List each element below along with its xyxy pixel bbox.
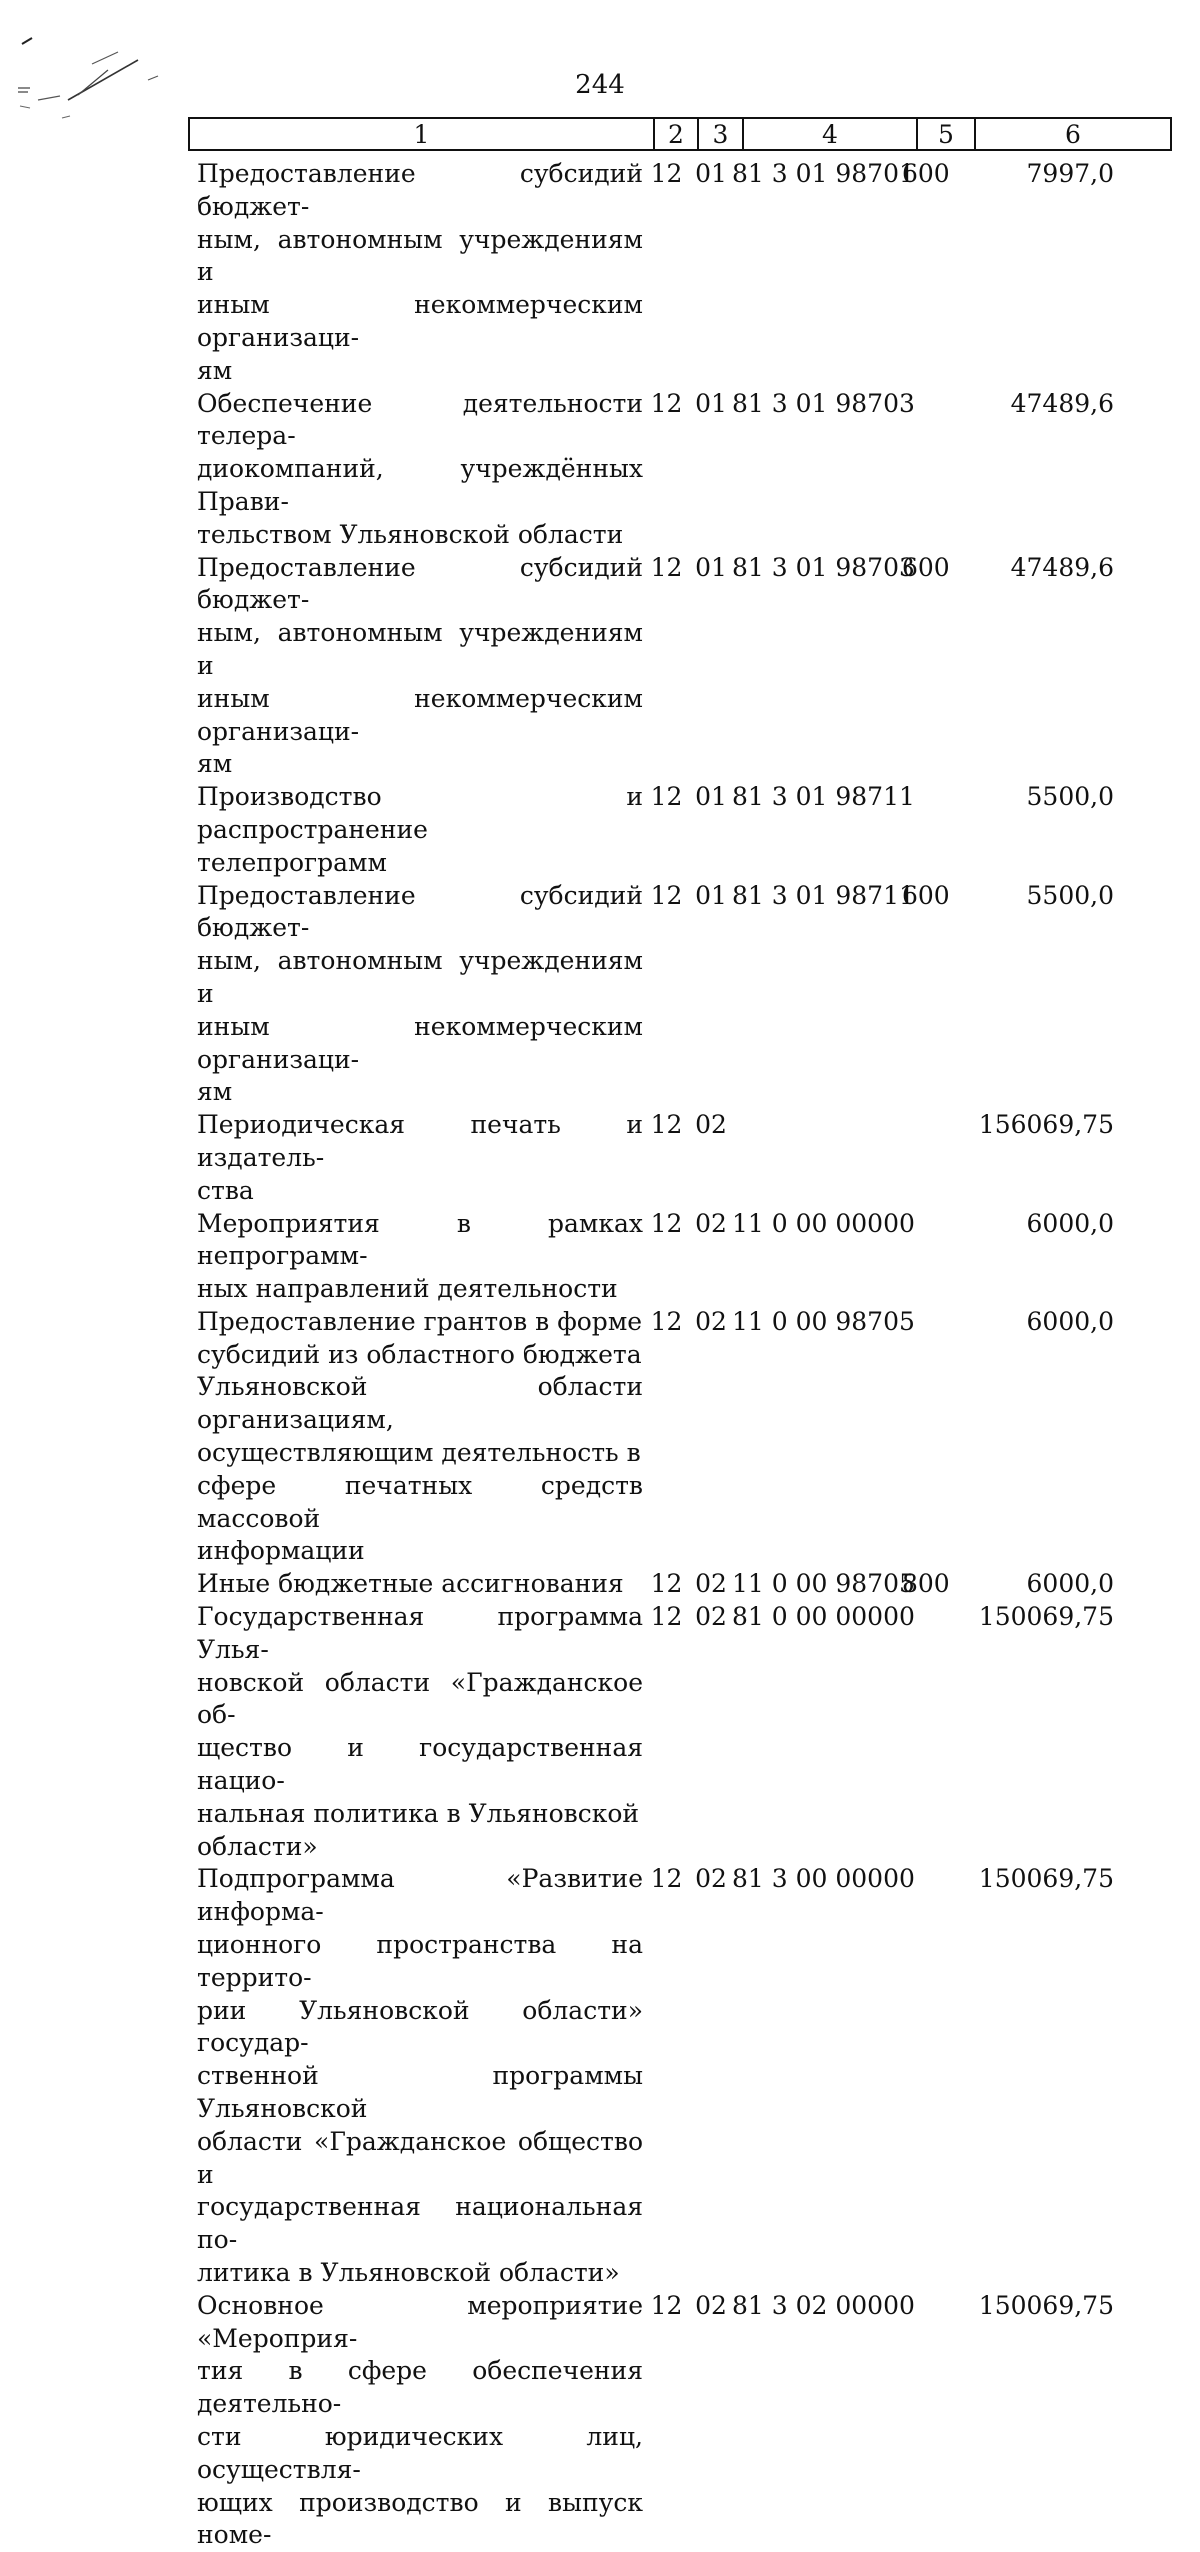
row-name: Предоставление субсидий бюджет- ным, автономным учреждениям и иным некоммерческим организаци- ям	[197, 159, 643, 385]
row-subsection: 01	[695, 552, 727, 582]
row-target-article: 81 0 00 00000	[732, 1602, 915, 1632]
row-section: 12	[650, 1602, 683, 1632]
row-subsection: 01	[695, 388, 727, 418]
row-target-article: 11 0 00 98705	[732, 1569, 915, 1599]
header-cell-amount: 6	[974, 119, 1170, 149]
row-expense-type: 600	[902, 880, 950, 910]
row-section: 12	[650, 388, 683, 418]
table-row	[197, 158, 1147, 388]
table-row	[197, 552, 1147, 782]
row-section: 12	[650, 159, 683, 188]
row-amount: 150069,75	[978, 1602, 1114, 1632]
row-name: Производство и распространение телепрограмм	[197, 782, 643, 877]
table-row	[197, 388, 1147, 552]
row-subsection: 02	[695, 1602, 727, 1632]
row-name: Основное мероприятие «Мероприя- тия в сфере обеспечения деятельно- сти юридических лиц, осуществля- ющих производство и выпуск номе-	[197, 2290, 643, 2550]
row-expense-type	[902, 1601, 954, 1863]
row-expense-type	[902, 1863, 954, 2289]
row-name: Подпрограмма «Развитие информа- ционного пространства на террито- рии Ульяновской области» государ- ственной программы Ульяновской области «Гражданское общество и государственная национальная по- литика в Ульяновской области»	[197, 1864, 643, 2287]
table-row	[197, 880, 1147, 1110]
table-row	[197, 781, 1147, 879]
row-name: Мероприятия в рамках непрограмм- ных направлений деятельности	[197, 1208, 643, 1304]
budget-table-body	[197, 158, 1147, 2552]
row-subsection: 01	[695, 880, 727, 910]
row-subsection: 02	[695, 1306, 727, 1336]
row-target-article: 81 3 01 98711	[732, 880, 915, 910]
table-row	[197, 1109, 1147, 1207]
row-section: 12	[650, 782, 683, 812]
row-section: 12	[650, 1306, 683, 1336]
row-expense-type: 800	[902, 1569, 950, 1599]
table-row	[197, 1568, 1147, 1601]
row-amount: 5500,0	[1026, 880, 1114, 910]
row-target-article: 11 0 00 98705	[732, 1306, 915, 1336]
row-target-article: 81 3 01 98703	[732, 552, 915, 582]
row-section: 12	[650, 1110, 683, 1140]
row-target-article: 81 3 00 00000	[732, 1864, 915, 1894]
row-amount: 150069,75	[978, 2290, 1114, 2320]
row-subsection: 02	[695, 1110, 727, 1140]
row-expense-type	[902, 1109, 954, 1207]
table-row	[197, 1601, 1147, 1863]
row-subsection: 02	[695, 1208, 727, 1238]
table-row	[197, 1306, 1147, 1568]
header-cell-name: 1	[413, 119, 430, 149]
row-amount: 6000,0	[1026, 1569, 1114, 1599]
row-expense-type	[902, 781, 954, 879]
row-expense-type	[902, 388, 954, 552]
table-header	[188, 117, 1172, 151]
row-name: Предоставление субсидий бюджет- ным, автономным учреждениям и иным некоммерческим организаци- ям	[197, 880, 643, 1107]
row-target-article: 81 3 01 98711	[732, 782, 915, 812]
row-expense-type	[902, 1208, 954, 1306]
row-amount: 7997,0	[1026, 159, 1114, 188]
row-amount: 6000,0	[1026, 1208, 1114, 1238]
header-cell-subsection: 3	[697, 119, 742, 149]
row-target-article: 81 3 01 98703	[732, 388, 915, 418]
row-section: 12	[650, 552, 683, 582]
table-row	[197, 1208, 1147, 1306]
row-subsection: 02	[695, 1864, 727, 1894]
row-subsection: 02	[695, 1569, 727, 1599]
row-name: Иные бюджетные ассигнования	[197, 1569, 624, 1599]
row-name: Государственная программа Улья- новской области «Гражданское об- щество и государственная нацио- нальная политика в Ульяновской области»	[197, 1602, 643, 1861]
row-name: Периодическая печать и издатель- ства	[197, 1110, 643, 1205]
row-name: Предоставление грантов в форме субсидий из областного бюджета Ульяновской области организациям, осуществляющим деятельность в сфере печатных средств массовой информации	[197, 1306, 643, 1566]
row-section: 12	[650, 1569, 683, 1599]
row-expense-type	[902, 2290, 954, 2552]
row-section: 12	[650, 880, 683, 910]
row-expense-type	[902, 1306, 954, 1568]
row-name: Предоставление субсидий бюджет- ным, автономным учреждениям и иным некоммерческим организаци- ям	[197, 552, 643, 779]
row-target-article: 81 3 01 98701	[732, 159, 915, 188]
row-amount: 6000,0	[1026, 1306, 1114, 1336]
table-row	[197, 1863, 1147, 2289]
row-section: 12	[650, 1864, 683, 1894]
row-amount: 47489,6	[1010, 388, 1114, 418]
row-target-article: 81 3 02 00000	[732, 2290, 915, 2320]
row-section: 12	[650, 2290, 683, 2320]
row-name: Обеспечение деятельности телера- диокомпаний, учреждённых Прави- тельством Ульяновской области	[197, 388, 643, 549]
row-amount: 156069,75	[978, 1110, 1114, 1140]
table-row	[197, 2290, 1147, 2552]
row-subsection: 02	[695, 2290, 727, 2320]
row-subsection: 01	[695, 159, 727, 188]
row-expense-type: 600	[902, 552, 950, 582]
row-target-article	[732, 1109, 902, 1207]
row-expense-type: 600	[902, 159, 950, 188]
row-amount: 47489,6	[1010, 552, 1114, 582]
header-cell-section: 2	[653, 119, 697, 149]
header-cell-target-article: 4	[742, 119, 916, 149]
row-target-article: 11 0 00 00000	[732, 1208, 915, 1238]
row-section: 12	[650, 1208, 683, 1238]
row-subsection: 01	[695, 782, 727, 812]
header-cell-expense-type: 5	[916, 119, 974, 149]
row-amount: 150069,75	[978, 1864, 1114, 1894]
row-amount: 5500,0	[1026, 782, 1114, 812]
page-number: 244	[575, 70, 625, 100]
